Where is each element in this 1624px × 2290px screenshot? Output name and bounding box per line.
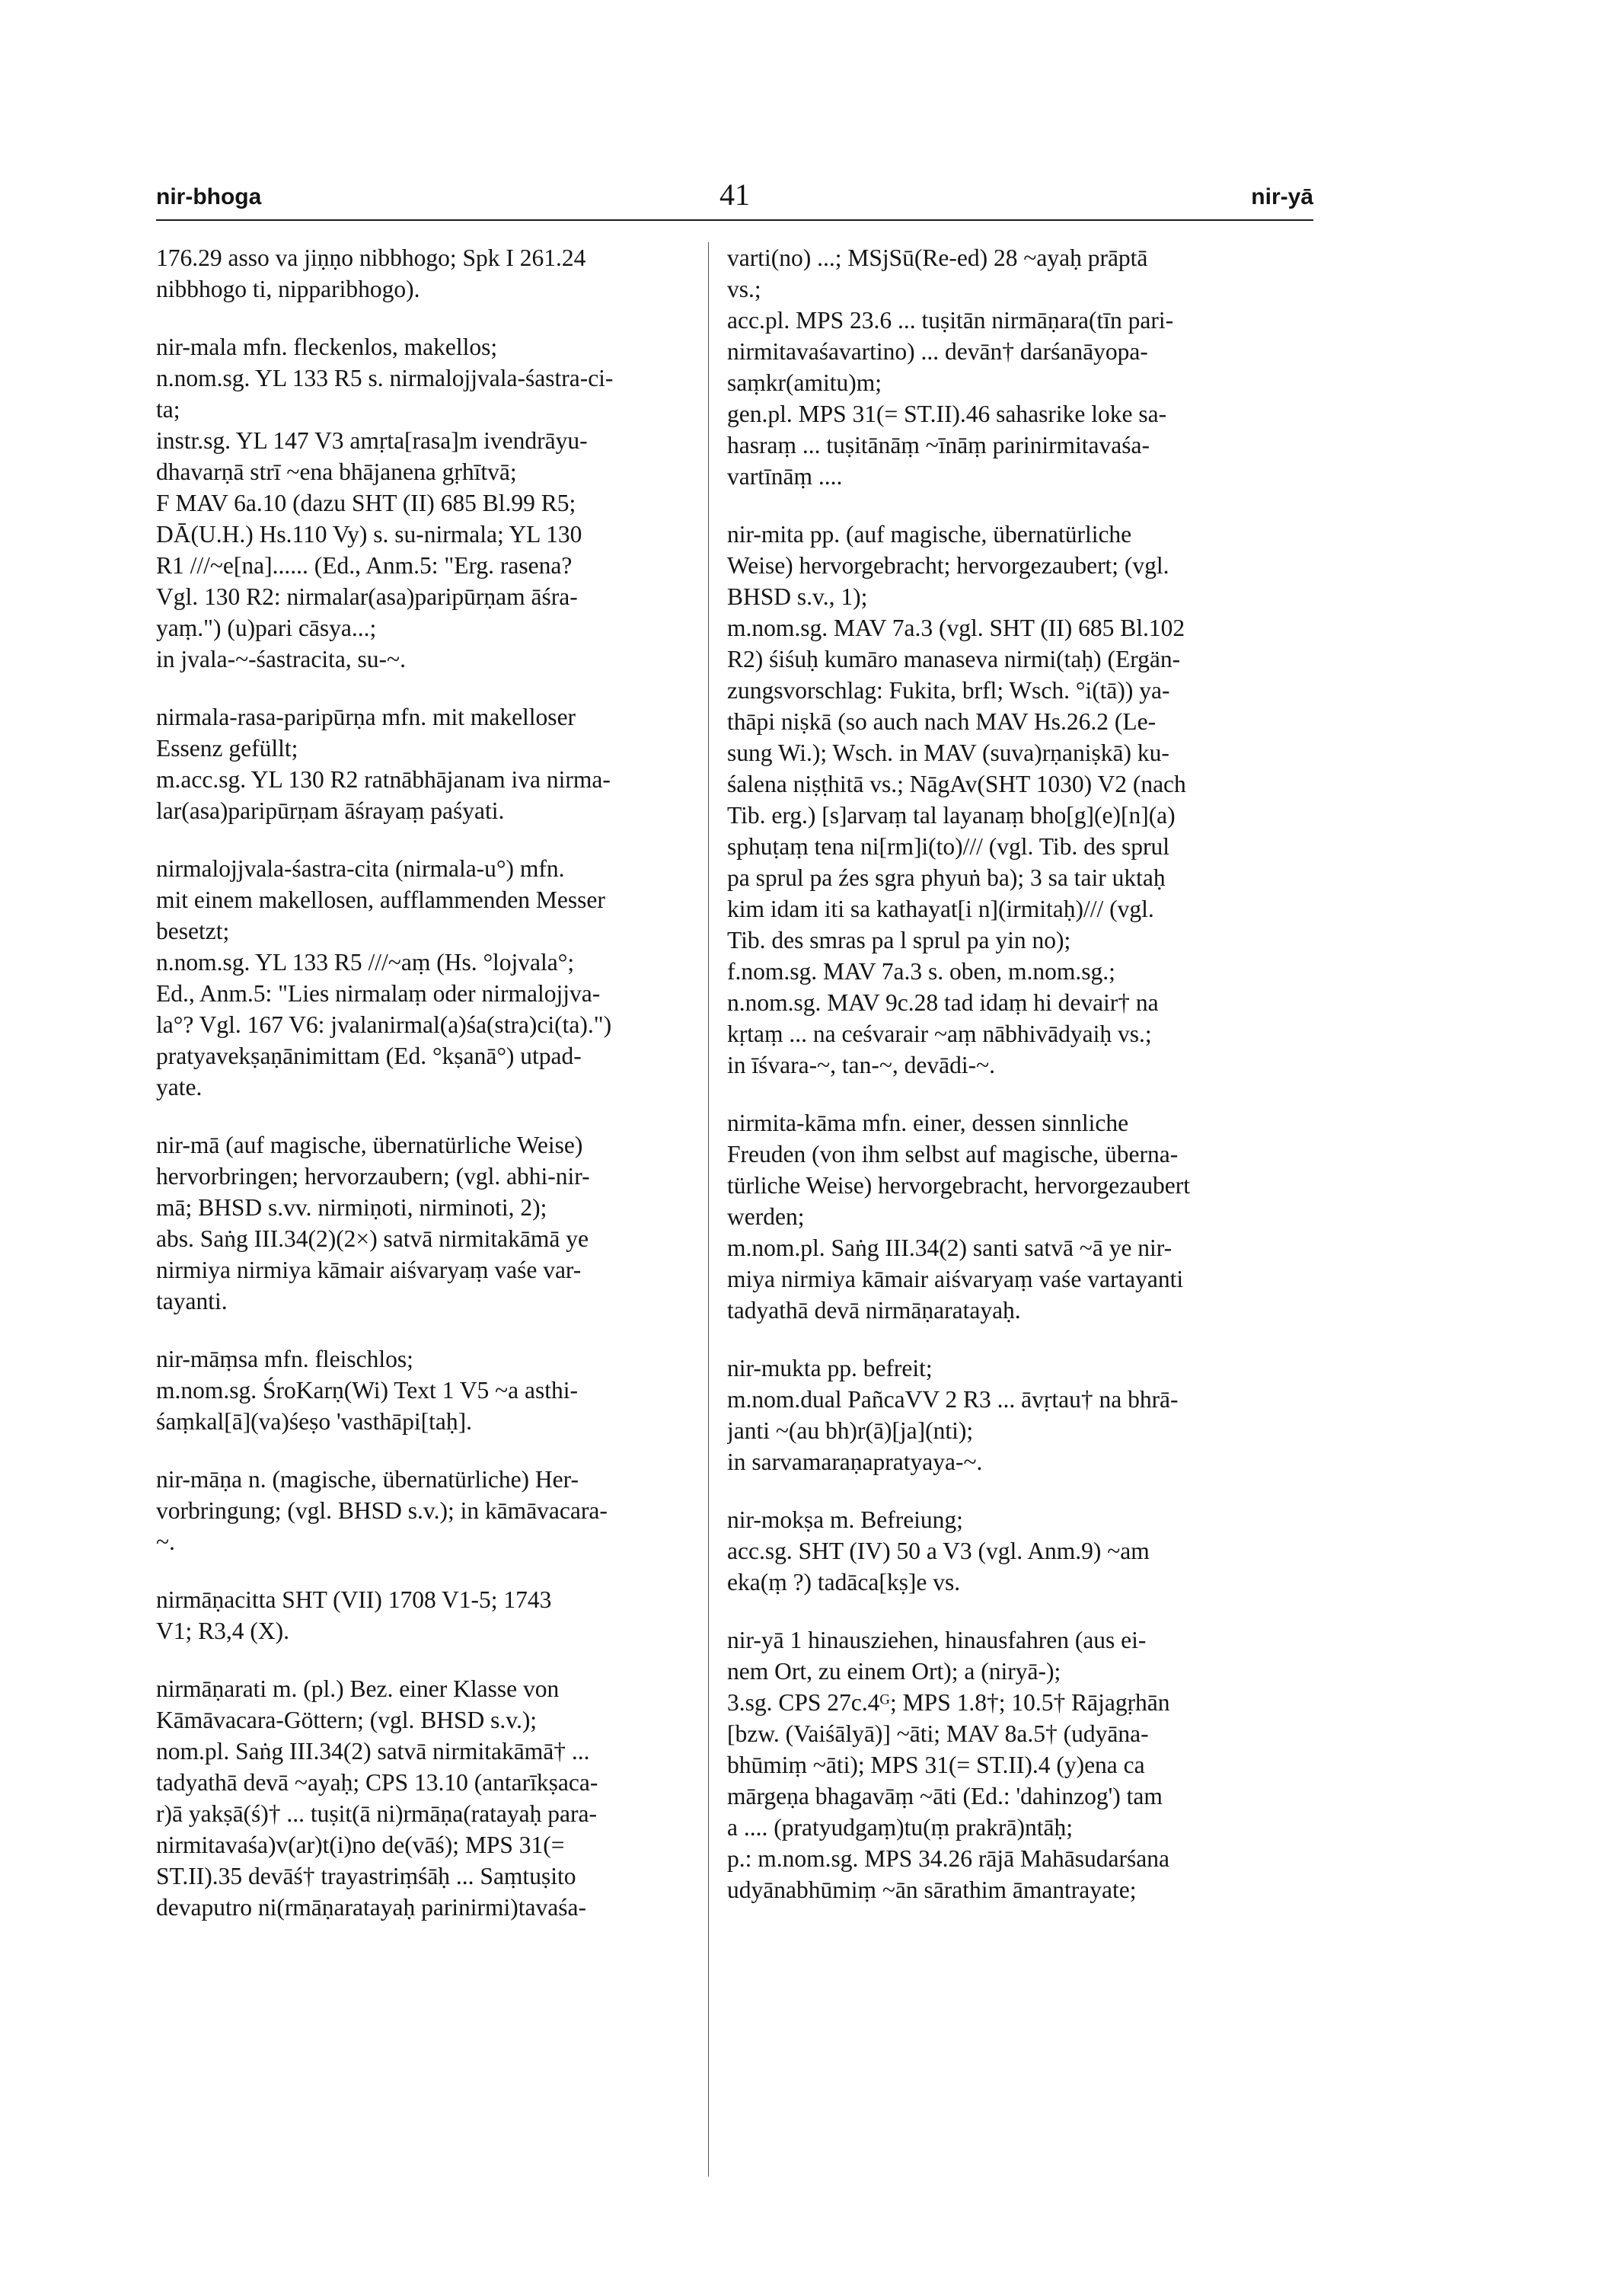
entry-text-line: F MAV 6a.10 (dazu SHT (II) 685 Bl.99 R5; xyxy=(156,490,576,516)
entry-text-line: V1; R3,4 (X). xyxy=(156,1618,289,1644)
entry-text-line: Weise) hervorgebracht; hervorgezaubert; (vgl. xyxy=(727,552,1169,579)
entry-text-line: vorbringung; (vgl. BHSD s.v.); in kāmāvacara- xyxy=(156,1497,608,1524)
entry-text-line: Kāmāvacara-Göttern; (vgl. BHSD s.v.); xyxy=(156,1707,538,1733)
entry-text-line: [bzw. (Vaiśālyā)] ~āti; MAV 8a.5† (udyāna- xyxy=(727,1720,1149,1747)
entry-text-line: abs. Saṅg III.34(2)(2×) satvā nirmitakāmā ye xyxy=(156,1225,589,1252)
entry-headword-line: nir-mita pp. (auf magische, übernatürliche xyxy=(727,521,1132,548)
dictionary-entry xyxy=(727,1504,1313,1598)
entry-text-line: sphuṭaṃ tena ni[rm]i(to)/// (vgl. Tib. des sprul xyxy=(727,833,1169,860)
right-column xyxy=(727,242,1313,2222)
left-column xyxy=(156,242,689,2222)
entry-text-line: thāpi niṣkā (so auch nach MAV Hs.26.2 (Le- xyxy=(727,708,1157,735)
entry-text-line: nom.pl. Saṅg III.34(2) satvā nirmitakāmā† ... xyxy=(156,1738,590,1765)
entry-text-line: ta; xyxy=(156,396,180,423)
entry-text-line: n.nom.sg. YL 133 R5 s. nirmalojjvala-śastra-ci- xyxy=(156,365,614,391)
entry-text-line: yaṃ.") (u)pari cāsya...; xyxy=(156,615,377,641)
entry-text-line: la°? Vgl. 167 V6: jvalanirmal(a)śa(stra)ci(ta).") xyxy=(156,1011,612,1038)
entry-text-line: yate. xyxy=(156,1074,203,1100)
entry-headword-line: nirmita-kāma mfn. einer, dessen sinnliche xyxy=(727,1110,1129,1136)
entry-text-line: Tib. des smras pa l sprul pa yin no); xyxy=(727,927,1071,953)
entry-text-line: janti ~(au bh)r(ā)[ja](nti); xyxy=(727,1417,974,1444)
entry-text-line: vartīnāṃ .... xyxy=(727,463,843,490)
entry-headword-line: 176.29 asso va jiṇṇo nibbhogo; Spk I 261.24 xyxy=(156,244,586,271)
dictionary-entry xyxy=(156,1673,689,1923)
entry-text-line: miya nirmiya kāmair aiśvaryaṃ vaśe vartayanti xyxy=(727,1266,1184,1292)
entry-text-line: vs.; xyxy=(727,276,761,302)
entry-text-line: zungsvorschlag: Fukita, brfl; Wsch. °i(tā)) ya- xyxy=(727,677,1170,704)
entry-text-line: R1 ///~e[na]...... (Ed., Anm.5: "Erg. rasena? xyxy=(156,552,573,579)
dictionary-entry xyxy=(156,1129,689,1317)
entry-text-line: kim idam iti sa kathayat[i n](irmitaḥ)/// (vgl. xyxy=(727,896,1154,922)
entry-text-line: instr.sg. YL 147 V3 amṛta[rasa]m ivendrāyu- xyxy=(156,427,588,454)
entry-headword-line: nir-yā 1 hinausziehen, hinausfahren (aus ei- xyxy=(727,1627,1147,1653)
entry-text-line: n.nom.sg. YL 133 R5 ///~aṃ (Hs. °lojvala°; xyxy=(156,949,575,976)
entry-text-line: a .... (pratyudgaṃ)tu(ṃ prakrā)ntāḥ; xyxy=(727,1814,1073,1841)
entry-headword-line: nir-māṃsa mfn. fleischlos; xyxy=(156,1346,413,1372)
entry-text-line: gen.pl. MPS 31(= ST.II).46 sahasrike loke sa- xyxy=(727,401,1167,427)
page-number: 41 xyxy=(719,177,750,212)
entry-headword-line: nirmalojjvala-śastra-cita (nirmala-u°) mfn. xyxy=(156,855,565,882)
entry-text-line: hervorbringen; hervorzaubern; (vgl. abhi-nir- xyxy=(156,1163,590,1190)
entry-headword-line: nir-mala mfn. fleckenlos, makellos; xyxy=(156,334,498,360)
column-divider xyxy=(708,242,709,2177)
entry-text-line: eka(ṃ ?) tadāca[kṣ]e vs. xyxy=(727,1569,961,1595)
entry-text-line: acc.pl. MPS 23.6 ... tuṣitān nirmāṇara(tīn pari- xyxy=(727,307,1174,334)
entry-text-line: werden; xyxy=(727,1203,805,1230)
dictionary-entry xyxy=(727,242,1313,492)
entry-text-line: mārgeṇa bhagavāṃ ~āti (Ed.: 'dahinzog') tam xyxy=(727,1783,1163,1809)
entry-text-line: tadyathā devā ~ayaḥ; CPS 13.10 (antarīkṣaca- xyxy=(156,1769,598,1796)
dictionary-entry xyxy=(156,1584,689,1646)
dictionary-entry xyxy=(156,242,689,305)
entry-text-line: lar(asa)paripūrṇam āśrayaṃ paśyati. xyxy=(156,797,505,824)
entry-text-line: nirmitavaśa)v(ar)t(i)no de(vāś); MPS 31(= xyxy=(156,1832,565,1858)
entry-text-line: Tib. erg.) [s]arvaṃ tal layanaṃ bho[g](e)[n](a) xyxy=(727,802,1176,829)
entry-text-line: DĀ(U.H.) Hs.110 Vy) s. su-nirmala; YL 130 xyxy=(156,521,582,548)
entry-headword-line: nir-mā (auf magische, übernatürliche Weise) xyxy=(156,1132,583,1158)
entry-text-line: devaputro ni(rmāṇaratayaḥ parinirmi)tavaśa- xyxy=(156,1894,586,1921)
page-header xyxy=(156,174,1313,221)
entry-text-line: Freuden (von ihm selbst auf magische, überna- xyxy=(727,1141,1179,1167)
entry-text-line: mit einem makellosen, aufflammenden Messer xyxy=(156,886,605,913)
dictionary-entry xyxy=(156,853,689,1103)
entry-text-line: śalena niṣṭhitā vs.; NāgAv(SHT 1030) V2 (nach xyxy=(727,771,1186,797)
entry-text-line: n.nom.sg. MAV 9c.28 tad idaṃ hi devair† na xyxy=(727,989,1159,1016)
entry-text-line: m.nom.sg. ŚroKarṇ(Wi) Text 1 V5 ~a asthi- xyxy=(156,1377,578,1404)
entry-text-line: 3.sg. CPS 27c.4ᴳ; MPS 1.8†; 10.5† Rājagṛhān xyxy=(727,1689,1170,1716)
entry-text-line: m.acc.sg. YL 130 R2 ratnābhājanam iva nirma- xyxy=(156,766,611,793)
entry-text-line: Vgl. 130 R2: nirmalar(asa)paripūrṇam āśra- xyxy=(156,583,578,610)
entry-text-line: m.nom.sg. MAV 7a.3 (vgl. SHT (II) 685 Bl.102 xyxy=(727,615,1185,641)
entry-text-line: pratyavekṣaṇānimittam (Ed. °kṣanā°) utpad- xyxy=(156,1043,582,1069)
entry-text-line: m.nom.pl. Saṅg III.34(2) santi satvā ~ā ye nir- xyxy=(727,1234,1173,1261)
entry-text-line: pa sprul pa źes sgra phyuṅ ba); 3 sa tair uktaḥ xyxy=(727,864,1166,891)
entry-text-line: ST.II).35 devāś† trayastriṃśāḥ ... Saṃtuṣito xyxy=(156,1863,576,1889)
entry-text-line: dhavarṇā strī ~ena bhājanena gṛhītvā; xyxy=(156,458,517,485)
entry-text-line: R2) śiśuḥ kumāro manaseva nirmi(taḥ) (Ergän- xyxy=(727,646,1181,672)
entry-text-line: in īśvara-~, tan-~, devādi-~. xyxy=(727,1052,996,1078)
entry-text-line: hasraṃ ... tuṣitānāṃ ~īnāṃ parinirmitavaśa- xyxy=(727,432,1150,458)
entry-headword-line: nirmāṇacitta SHT (VII) 1708 V1-5; 1743 xyxy=(156,1586,552,1613)
dictionary-entry xyxy=(727,519,1313,1081)
entry-text-line: p.: m.nom.sg. MPS 34.26 rājā Mahāsudarśana xyxy=(727,1845,1169,1872)
entry-text-line: sung Wi.); Wsch. in MAV (suva)rṇaniṣkā) ku- xyxy=(727,739,1169,766)
entry-text-line: śaṃkal[ā](va)śeṣo 'vasthāpi[taḥ]. xyxy=(156,1408,473,1435)
entry-text-line: mā; BHSD s.vv. nirmiṇoti, nirminoti, 2); xyxy=(156,1194,547,1221)
entry-headword-line: varti(no) ...; MSjSū(Re-ed) 28 ~ayaḥ prāptā xyxy=(727,244,1148,271)
entry-headword-line: nir-māṇa n. (magische, übernatürliche) Her- xyxy=(156,1466,579,1493)
entry-text-line: nem Ort, zu einem Ort); a (niryā-); xyxy=(727,1658,1061,1685)
entry-text-line: nirmitavaśavartino) ... devān† darśanāyopa- xyxy=(727,338,1148,365)
entry-text-line: besetzt; xyxy=(156,918,230,944)
entry-text-line: saṃkr(amitu)m; xyxy=(727,369,882,396)
entry-headword-line: nirmala-rasa-paripūrṇa mfn. mit makelloser xyxy=(156,704,576,730)
entry-text-line: nirmiya nirmiya kāmair aiśvaryaṃ vaśe var- xyxy=(156,1257,582,1283)
entry-text-line: Essenz gefüllt; xyxy=(156,735,298,762)
entry-text-line: r)ā yakṣā(ś)† ... tuṣit(ā ni)rmāṇa(ratayaḥ para- xyxy=(156,1800,597,1827)
entry-headword-line: nir-mokṣa m. Befreiung; xyxy=(727,1506,963,1533)
header-left-headword: nir-bhoga xyxy=(156,184,262,209)
entry-text-line: udyānabhūmiṃ ~ān sārathim āmantrayate; xyxy=(727,1876,1137,1903)
dictionary-entry xyxy=(156,701,689,826)
entry-text-line: f.nom.sg. MAV 7a.3 s. oben, m.nom.sg.; xyxy=(727,958,1115,985)
entry-text-line: BHSD s.v., 1); xyxy=(727,583,868,610)
entry-text-line: in sarvamaraṇapratyaya-~. xyxy=(727,1448,983,1475)
dictionary-entry xyxy=(727,1107,1313,1326)
dictionary-entry xyxy=(156,1343,689,1437)
entry-text-line: bhūmiṃ ~āti); MPS 31(= ST.II).4 (y)ena ca xyxy=(727,1752,1145,1778)
header-right-headword: nir-yā xyxy=(1251,184,1313,209)
entry-text-line: tayanti. xyxy=(156,1288,228,1314)
dictionary-entry xyxy=(727,1624,1313,1905)
entry-text-line: in jvala-~-śastracita, su-~. xyxy=(156,646,406,672)
dictionary-entry xyxy=(156,331,689,675)
entry-text-line: m.nom.dual PañcaVV 2 R3 ... āvṛtau† na bhrā- xyxy=(727,1386,1179,1413)
dictionary-entry xyxy=(156,1464,689,1557)
entry-text-line: Ed., Anm.5: "Lies nirmalaṃ oder nirmalojjva- xyxy=(156,980,601,1007)
entry-text-line: acc.sg. SHT (IV) 50 a V3 (vgl. Anm.9) ~am xyxy=(727,1538,1150,1564)
entry-text-line: ~. xyxy=(156,1528,175,1555)
entry-text-line: tadyathā devā nirmāṇaratayaḥ. xyxy=(727,1297,1021,1324)
entry-headword-line: nir-mukta pp. befreit; xyxy=(727,1355,933,1381)
entry-text-line: türliche Weise) hervorgebracht, hervorgezaubert xyxy=(727,1172,1190,1199)
entry-text-line: nibbhogo ti, nipparibhogo). xyxy=(156,276,420,302)
entry-headword-line: nirmāṇarati m. (pl.) Bez. einer Klasse von xyxy=(156,1675,560,1702)
dictionary-entry xyxy=(727,1353,1313,1477)
entry-text-line: kṛtaṃ ... na ceśvarair ~aṃ nābhivādyaiḥ vs.; xyxy=(727,1020,1152,1047)
